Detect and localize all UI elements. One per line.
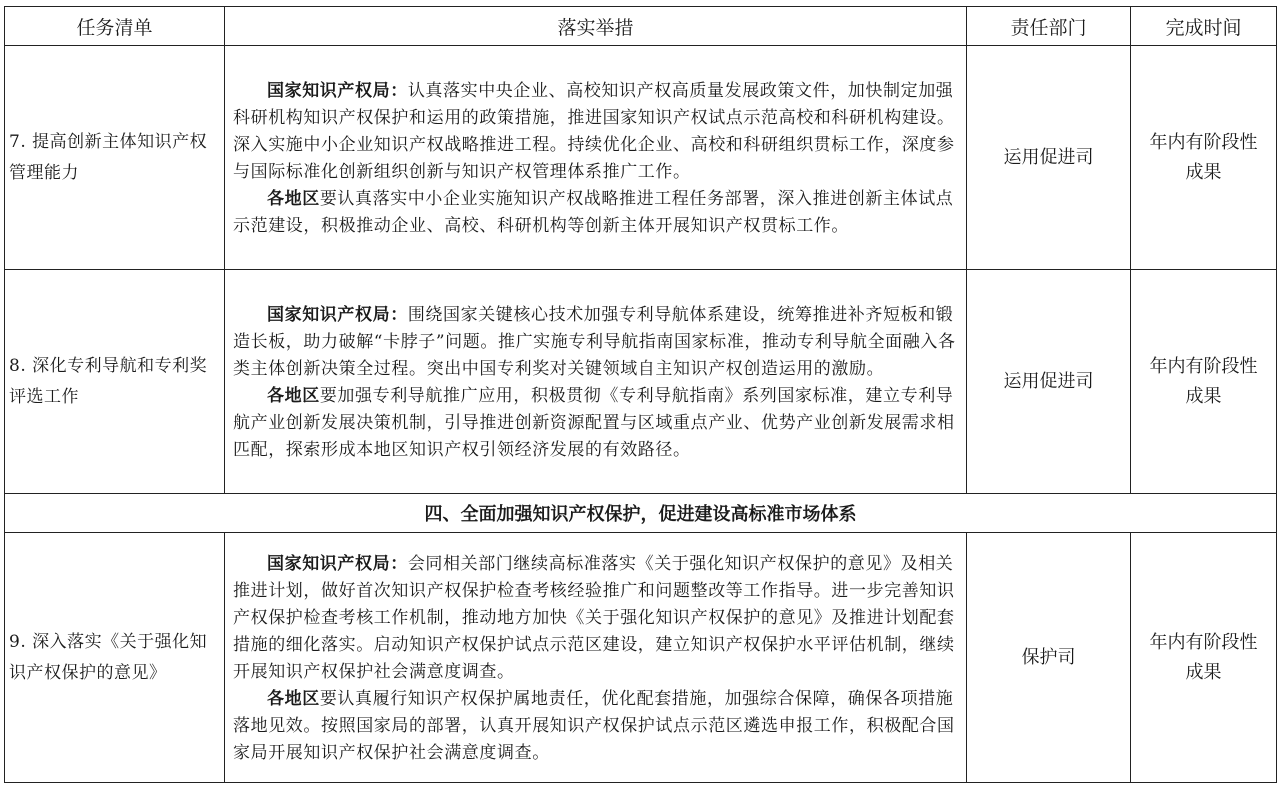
measure-paragraph: [233, 78, 960, 186]
measure-paragraph: [233, 186, 960, 240]
header-deadline: 完成时间: [1131, 7, 1277, 46]
task-table: [4, 6, 1277, 783]
measure-text: 围绕国家关键核心技术加强专利导航体系建设，统筹推进补齐短板和锻造长板，助力破解“卡脖子”问题。推广实施专利导航指南国家标准，推动专利导航全面融入各类主体创新决策全过程。突出中国专利奖对关键领域自主知识产权创造运用的激励。: [233, 304, 956, 379]
header-department: 责任部门: [967, 7, 1131, 46]
measure-lead: 国家知识产权局：: [267, 304, 408, 325]
section-row: [5, 494, 1277, 533]
measures-cell: [225, 533, 967, 783]
table-row: [5, 46, 1277, 270]
deadline-cell: 年内有阶段性成果: [1131, 270, 1277, 494]
task-cell: 8. 深化专利导航和专利奖评选工作: [5, 270, 225, 494]
measures-cell: [225, 270, 967, 494]
department-cell: 运用促进司: [967, 46, 1131, 270]
measure-text: 会同相关部门继续高标准落实《关于强化知识产权保护的意见》及相关推进计划，做好首次知识产权保护检查考核经验推广和问题整改等工作指导。进一步完善知识产权保护检查考核工作机制，推动地方加快《关于强化知识产权保护的意见》及推进计划配套措施的细化落实。启动知识产权保护试点示范区建设，建立知识产权保护水平评估机制，继续开展知识产权保护社会满意度调查。: [233, 553, 955, 682]
measure-text: 要加强专利导航推广应用，积极贯彻《专利导航指南》系列国家标准，建立专利导航产业创新发展决策机制，引导推进创新资源配置与区域重点产业、优势产业创新发展需求相匹配，探索形成本地区知识产权引领经济发展的有效路径。: [233, 385, 955, 460]
task-cell: 9. 深入落实《关于强化知识产权保护的意见》: [5, 533, 225, 783]
measure-text: 要认真落实中小企业实施知识产权战略推进工程任务部署，深入推进创新主体试点示范建设，积极推动企业、高校、科研机构等创新主体开展知识产权贯标工作。: [233, 188, 954, 236]
header-measures: 落实举措: [225, 7, 967, 46]
measure-lead: 各地区: [267, 188, 320, 209]
table-row: [5, 533, 1277, 783]
measure-lead: 国家知识产权局：: [267, 553, 408, 574]
measures-cell: [225, 46, 967, 270]
measure-text: 要认真履行知识产权保护属地责任，优化配套措施，加强综合保障，确保各项措施落地见效。按照国家局的部署，认真开展知识产权保护试点示范区遴选申报工作，积极配合国家局开展知识产权保护社会满意度调查。: [233, 688, 955, 763]
measure-paragraph: [233, 686, 960, 767]
measure-paragraph: [233, 302, 960, 383]
measure-lead: 国家知识产权局：: [267, 80, 408, 101]
header-row: [5, 7, 1277, 46]
measure-paragraph: [233, 551, 960, 686]
department-cell: 保护司: [967, 533, 1131, 783]
department-cell: 运用促进司: [967, 270, 1131, 494]
measure-text: 认真落实中央企业、高校知识产权高质量发展政策文件，加快制定加强科研机构知识产权保护和运用的政策措施，推进国家知识产权试点示范高校和科研机构建设。深入实施中小企业知识产权战略推进工程。持续优化企业、高校和科研组织贯标工作，深度参与国际标准化创新组织创新与知识产权管理体系推广工作。: [233, 80, 955, 182]
table-row: [5, 270, 1277, 494]
deadline-cell: 年内有阶段性成果: [1131, 46, 1277, 270]
section-title: 四、全面加强知识产权保护，促进建设高标准市场体系: [5, 494, 1277, 533]
task-cell: 7. 提高创新主体知识产权管理能力: [5, 46, 225, 270]
measure-paragraph: [233, 383, 960, 464]
measure-lead: 各地区: [267, 385, 320, 406]
header-task: 任务清单: [5, 7, 225, 46]
deadline-cell: 年内有阶段性成果: [1131, 533, 1277, 783]
measure-lead: 各地区: [267, 688, 320, 709]
